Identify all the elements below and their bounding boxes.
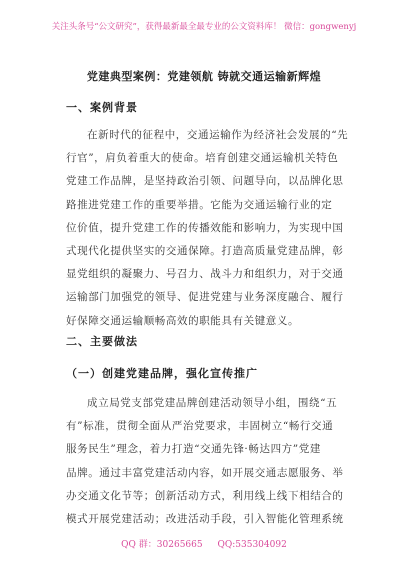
paragraph-line: 品牌。通过丰富党建活动内容，如开展交通志愿服务、举 <box>66 466 344 479</box>
paragraph-line: 党建工作品牌，是坚持政治引领、问题导向，以品牌化思 <box>66 175 344 188</box>
paragraph-line: 路推进党建工作的重要举措。它能为交通运输行业的定 <box>66 198 333 211</box>
paragraph-line: 好保障交通运输顺畅高效的职能具有关键意义。 <box>66 314 300 327</box>
paragraph-line: 在新时代的征程中，交通运输作为经济社会发展的“先 <box>87 129 348 141</box>
paragraph-line: 办交通文化节等；创新活动方式，利用线上线下相结合的 <box>66 489 344 502</box>
paragraph-line: 服务民生”理念，着力打造“交通先锋·畅达四方”党建 <box>66 443 321 456</box>
section-heading-main-practices: 二、主要做法 <box>66 335 138 348</box>
section-heading-background: 一、案例背景 <box>66 101 138 114</box>
subsection-brand-paragraph <box>66 392 348 531</box>
paragraph-line: 成立局党支部党建品牌创建活动领导小组，围绕“五 <box>87 397 338 409</box>
paragraph-line: 模式开展党建活动；改进活动手段，引入智能化管理系统 <box>66 513 344 526</box>
paragraph-line: 式现代化提供坚实的交通保障。打造高质量党建品牌，彰 <box>66 245 344 258</box>
document-title: 党建典型案例：党建领航 铸就交通运输新辉煌 <box>86 70 322 83</box>
footer-contact <box>0 537 408 550</box>
section-background-paragraph <box>66 124 348 333</box>
header-promo-text: 关注头条号“公文研究”，获得最新最全最专业的公文资料库！ 微信：gongwenyj <box>51 22 357 32</box>
footer-qq-group: QQ 群：30265665 <box>121 540 203 550</box>
subsection-heading-brand: （一）创建党建品牌，强化宣传推广 <box>66 367 258 380</box>
paragraph-line: 有”标准，贯彻全面从严治党要求，丰固树立“畅行交通 <box>66 420 334 433</box>
paragraph-line: 显党组织的凝聚力、号召力、战斗力和组织力，对于交通 <box>66 268 344 281</box>
paragraph-line: 运输部门加强党的领导、促进党建与业务深度融合、履行 <box>66 291 344 304</box>
footer-qq: QQ:535304092 <box>217 540 287 550</box>
paragraph-line: 行官”，肩负着重大的使命。培育创建交通运输机关特色 <box>66 152 339 165</box>
paragraph-line: 位价值，提升党建工作的传播效能和影响力，为实现中国 <box>66 221 344 234</box>
